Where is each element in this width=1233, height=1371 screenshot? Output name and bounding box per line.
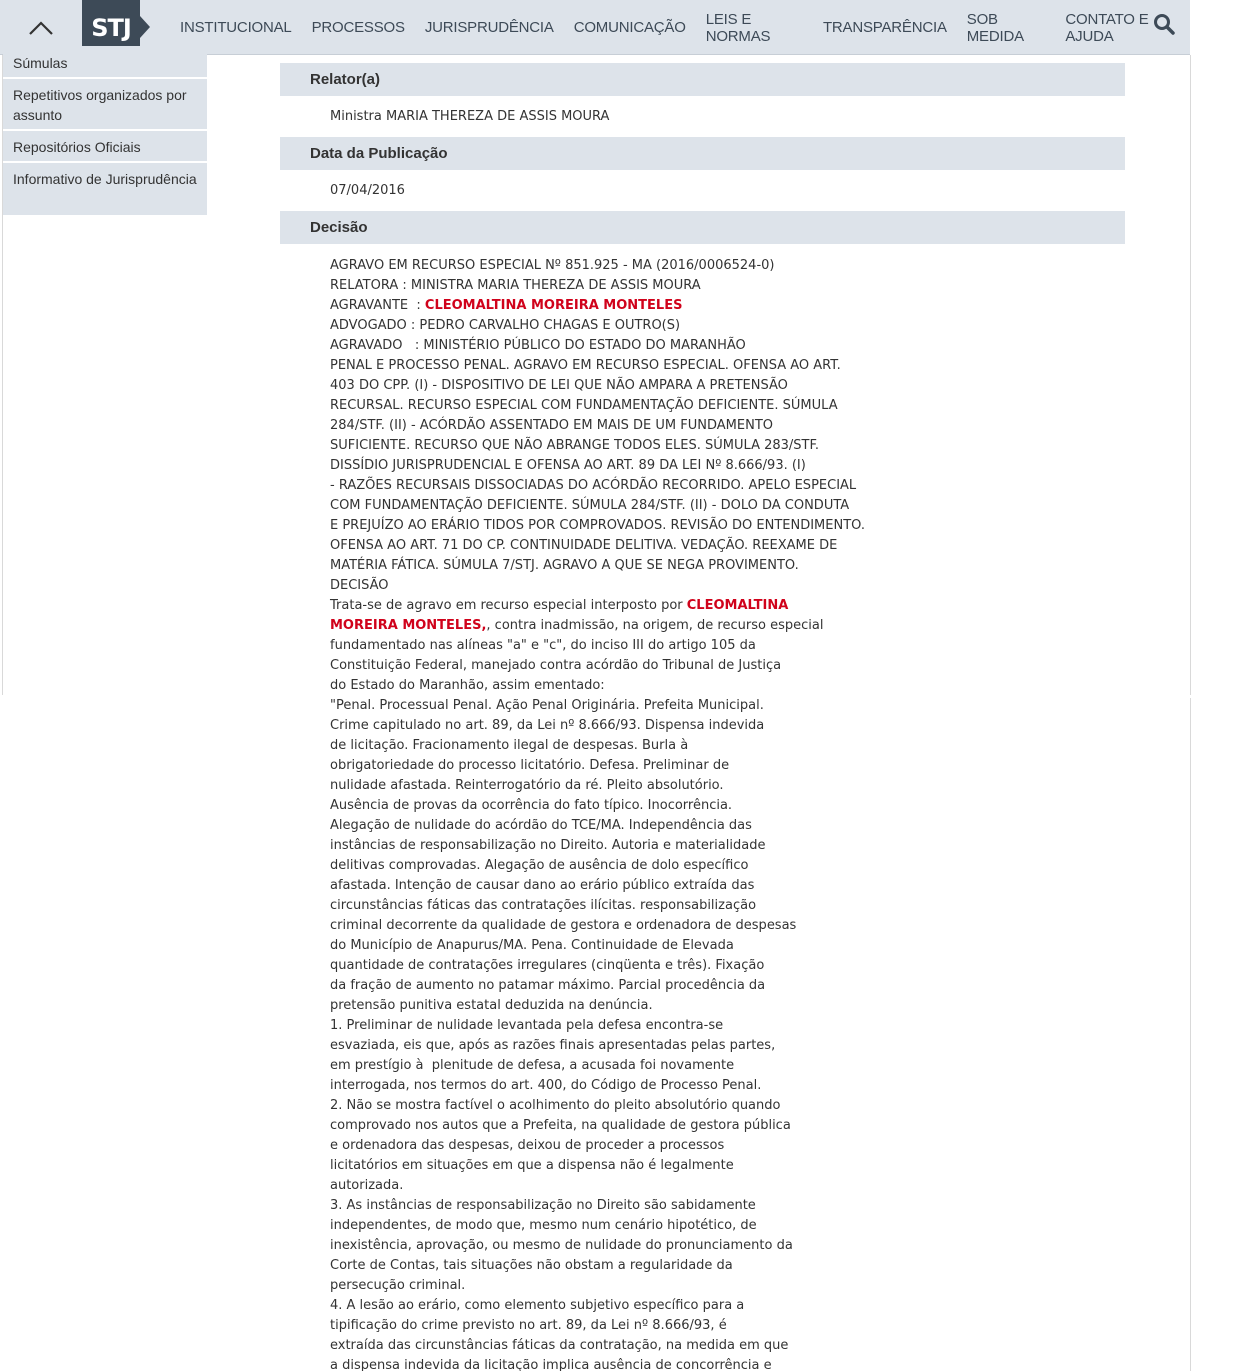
decision-line: extraída das circunstâncias fáticas da contratação, na medida em que — [330, 1338, 789, 1353]
decision-line: em prestígio à plenitude de defesa, a acusada foi novamente — [330, 1058, 735, 1073]
decision-line: persecução criminal. — [330, 1278, 466, 1293]
decision-line: 3. As instâncias de responsabilização no Direito são sabidamente — [330, 1198, 756, 1213]
decision-line: a dispensa indevida da licitação implica ausência de concorrência e — [330, 1358, 772, 1371]
search-button[interactable] — [1152, 12, 1176, 36]
decision-line: E PREJUÍZO AO ERÁRIO TIDOS POR COMPROVADOS. REVISÃO DO ENTENDIMENTO. — [330, 518, 865, 533]
decision-line: circunstâncias fáticas das contratações ilícitas. responsabilização — [330, 898, 757, 913]
decision-line: Corte de Contas, tais situações não obstam a regularidade da — [330, 1258, 733, 1273]
decision-line: de licitação. Fracionamento ilegal de despesas. Burla à — [330, 738, 689, 753]
decision-line: - RAZÕES RECURSAIS DISSOCIADAS DO ACÓRDÃO RECORRIDO. APELO ESPECIAL — [330, 478, 857, 493]
stj-logo[interactable]: STJ — [82, 0, 140, 55]
decisao-text — [280, 244, 1125, 1371]
agravante-label: AGRAVANTE : — [330, 298, 425, 313]
decision-line: interrogada, nos termos do art. 400, do Código de Processo Penal. — [330, 1078, 762, 1093]
decision-line: COM FUNDAMENTAÇÃO DEFICIENTE. SÚMULA 284/STF. (II) - DOLO DA CONDUTA — [330, 498, 850, 513]
sidebar-item-repetitivos[interactable]: Repetitivos organizados por assunto — [3, 79, 207, 131]
nav-leis-e-normas[interactable]: LEIS E NORMAS — [705, 10, 771, 45]
decision-line: 2. Não se mostra factível o acolhimento do pleito absolutório quando — [330, 1098, 781, 1113]
decision-line: licitatórios em situações em que a dispensa não é legalmente — [330, 1158, 734, 1173]
decision-line: pretensão punitiva estatal deduzida na denúncia. — [330, 998, 653, 1013]
decision-line — [330, 616, 1125, 636]
nav-jurisprudencia[interactable]: JURISPRUDÊNCIA — [424, 19, 554, 36]
decision-line: tipificação do crime previsto no art. 89, da Lei nº 8.666/93, é — [330, 1318, 727, 1333]
search-icon — [1152, 12, 1176, 36]
trata-se-text: Trata-se de agravo em recurso especial interposto por — [330, 598, 687, 613]
decision-line: DISSÍDIO JURISPRUDENCIAL E OFENSA AO ART. 89 DA LEI Nº 8.666/93. (I) — [330, 458, 806, 473]
main-nav — [170, 0, 1190, 55]
decision-line: RELATORA : MINISTRA MARIA THEREZA DE ASSIS MOURA — [330, 278, 701, 293]
chevron-up-icon — [28, 20, 54, 36]
decision-line: OFENSA AO ART. 71 DO CP. CONTINUIDADE DELITIVA. VEDAÇÃO. REEXAME DE — [330, 538, 838, 553]
decision-line: Ausência de provas da ocorrência do fato típico. Inocorrência. — [330, 798, 733, 813]
decision-line: 284/STF. (II) - ACÓRDÃO ASSENTADO EM MAIS DE UM FUNDAMENTO — [330, 418, 773, 433]
decision-line: 403 DO CPP. (I) - DISPOSITIVO DE LEI QUE NÃO AMPARA A PRETENSÃO — [330, 378, 788, 393]
logo-arrow — [140, 16, 150, 38]
decision-line: Crime capitulado no art. 89, da Lei nº 8.666/93. Dispensa indevida — [330, 718, 765, 733]
nav-sob-medida[interactable]: SOB MEDIDA — [966, 10, 1024, 45]
decision-line: 4. A lesão ao erário, como elemento subjetivo específico para a — [330, 1298, 745, 1313]
decision-line — [330, 296, 1125, 316]
decision-line: obrigatoriedade do processo licitatório. Defesa. Preliminar de — [330, 758, 730, 773]
sidebar-item-informativo[interactable]: Informativo de Jurisprudência — [3, 163, 207, 215]
decision-line: nulidade afastada. Reinterrogatório da ré. Pleito absolutório. — [330, 778, 724, 793]
decision-line: independentes, de modo que, mesmo num cenário hipotético, de — [330, 1218, 757, 1233]
decision-line: SUFICIENTE. RECURSO QUE NÃO ABRANGE TODOS ELES. SÚMULA 283/STF. — [330, 438, 819, 453]
decision-line: autorizada. — [330, 1178, 404, 1193]
agravante-name-inline-2: MOREIRA MONTELES, — [330, 618, 487, 633]
nav-processos[interactable]: PROCESSOS — [311, 19, 405, 36]
nav-institucional[interactable]: INSTITUCIONAL — [180, 19, 292, 36]
decision-line: Alegação de nulidade do acórdão do TCE/MA. Independência das — [330, 818, 752, 833]
publicacao-heading: Data da Publicação — [280, 137, 1125, 170]
nav-transparencia[interactable]: TRANSPARÊNCIA — [822, 19, 947, 36]
page-border-right — [1190, 55, 1191, 695]
decision-line: instâncias de responsabilização no Direito. Autoria e materialidade — [330, 838, 766, 853]
decision-line: comprovado nos autos que a Prefeita, na qualidade de gestora pública — [330, 1118, 791, 1133]
decision-line: esvaziada, eis que, após as razões finais apresentadas pelas partes, — [330, 1038, 776, 1053]
decision-line: MATÉRIA FÁTICA. SÚMULA 7/STJ. AGRAVO A QUE SE NEGA PROVIMENTO. — [330, 558, 799, 573]
contra-text: , contra inadmissão, na origem, de recurso especial — [486, 618, 824, 633]
nav-contato-e-ajuda[interactable]: CONTATO E AJUDA — [1065, 10, 1149, 45]
decision-line: ADVOGADO : PEDRO CARVALHO CHAGAS E OUTRO(S) — [330, 318, 681, 333]
relator-heading: Relator(a) — [280, 63, 1125, 96]
sidebar-item-sumulas[interactable]: Súmulas — [3, 46, 207, 79]
decision-line: afastada. Intenção de causar dano ao erário público extraída das — [330, 878, 755, 893]
decision-line: da fração de aumento no patamar máximo. Parcial procedência da — [330, 978, 766, 993]
sidebar — [3, 46, 207, 215]
decision-line: criminal decorrente da qualidade de gestora e ordenadora de despesas — [330, 918, 797, 933]
decision-line: Constituição Federal, manejado contra acórdão do Tribunal de Justiça — [330, 658, 782, 673]
decision-line: do Município de Anapurus/MA. Pena. Continuidade de Elevada — [330, 938, 734, 953]
decision-line: do Estado do Maranhão, assim ementado: — [330, 678, 605, 693]
decision-line: AGRAVO EM RECURSO ESPECIAL Nº 851.925 - MA (2016/0006524-0) — [330, 258, 775, 273]
agravante-name: CLEOMALTINA MOREIRA MONTELES — [424, 298, 683, 313]
decision-line: inexistência, aprovação, ou mesmo de nulidade do pronunciamento da — [330, 1238, 793, 1253]
decision-line: e ordenadora das despesas, deixou de proceder a processos — [330, 1138, 725, 1153]
agravante-name-inline-1: CLEOMALTINA — [686, 598, 789, 613]
decision-line: RECURSAL. RECURSO ESPECIAL COM FUNDAMENTAÇÃO DEFICIENTE. SÚMULA — [330, 398, 838, 413]
decision-line: PENAL E PROCESSO PENAL. AGRAVO EM RECURSO ESPECIAL. OFENSA AO ART. — [330, 358, 841, 373]
nav-comunicacao[interactable]: COMUNICAÇÃO — [573, 19, 686, 36]
decision-line: AGRAVADO : MINISTÉRIO PÚBLICO DO ESTADO DO MARANHÃO — [330, 338, 746, 353]
sidebar-item-repositorios[interactable]: Repositórios Oficiais — [3, 131, 207, 163]
decision-line: delitivas comprovadas. Alegação de ausência de dolo específico — [330, 858, 749, 873]
decision-line — [330, 596, 1125, 616]
decisao-heading: Decisão — [280, 211, 1125, 244]
decision-line: "Penal. Processual Penal. Ação Penal Originária. Prefeita Municipal. — [330, 698, 764, 713]
relator-value: Ministra MARIA THEREZA DE ASSIS MOURA — [330, 109, 610, 124]
page-border-right-lower — [1190, 698, 1191, 1371]
decision-line: DECISÃO — [330, 578, 389, 593]
decision-line: 1. Preliminar de nulidade levantada pela defesa encontra-se — [330, 1018, 724, 1033]
publicacao-value: 07/04/2016 — [330, 183, 405, 198]
decision-line: quantidade de contratações irregulares (cinqüenta e três). Fixação — [330, 958, 765, 973]
document-content — [280, 63, 1125, 1371]
decision-line: fundamentado nas alíneas "a" e "c", do inciso III do artigo 105 da — [330, 638, 756, 653]
